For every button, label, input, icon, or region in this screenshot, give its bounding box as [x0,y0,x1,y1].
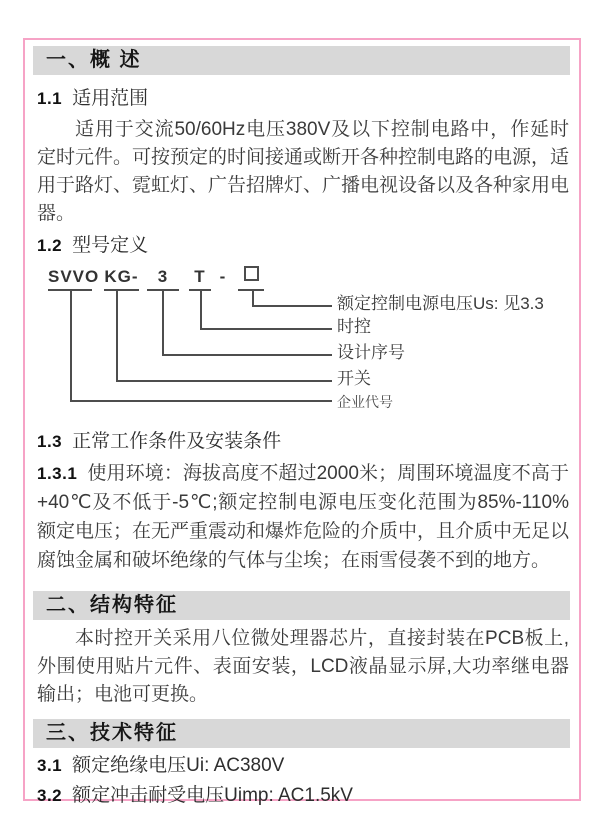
heading-1-3 [37,430,569,454]
spec-item-insulation-voltage [37,754,569,778]
technical-content [25,754,579,808]
model-part-design-number: 3 [147,266,179,291]
heading-1-2-number: 1.2 [37,236,63,255]
connector-line-company-code [70,291,332,402]
heading-1-1-title: 适用范围 [72,88,149,109]
section-header-overview: 一、概 述 [33,46,570,75]
heading-1-3-title: 正常工作条件及安装条件 [72,431,282,452]
model-part-separator-dash: - [219,267,227,286]
spec-3-2-number: 3.2 [37,786,63,805]
overview-content [25,87,579,575]
model-part-company-code: SVVO [48,266,92,291]
paragraph-applicable-scope: 适用于交流50/60Hz电压380V及以下控制电路中，作延时定时元件。可按预定的时间接通或断开各种控制电路的电源，适用于路灯、霓虹灯、广告招牌灯、广播电视设备以及各种家用电器。 [37,119,570,224]
section-header-structure: 二、结构特征 [33,591,570,620]
paragraph-1-3-1-text: 使用环境：海拔高度不超过2000米；周围环境温度不高于+40℃及不低于-5℃;额定控制电源电压变化范围为85%-110% 额定电压；在无严重震动和爆炸危险的介质中，且介质中无足以腐蚀金属和破坏绝缘的气体与尘埃；在雨雪侵袭不到的地方。 [37,463,570,571]
spec-3-1-number: 3.1 [37,756,63,775]
model-part-switch-code: KG- [104,266,139,291]
diagram-label-switch: 开关 [337,369,371,388]
spec-3-2-text: 额定冲击耐受电压Uimp: AC1.5kV [72,785,353,806]
structure-content [25,625,579,709]
model-placeholder-box [238,266,264,291]
model-definition-diagram [37,264,569,418]
heading-1-2-title: 型号定义 [72,235,149,256]
heading-1-1-number: 1.1 [37,89,63,108]
paragraph-1-3-1-number: 1.3.1 [37,464,78,483]
paragraph-operating-environment [37,459,569,575]
paragraph-structure: 本时控开关采用八位微处理器芯片，直接封装在PCB板上,外围使用贴片元件、表面安装，LCD液晶显示屏,大功率继电器输出；电池可更换。 [37,628,569,705]
spec-3-1-text: 额定绝缘电压Ui: AC380V [72,755,285,776]
spec-item-impulse-voltage [37,784,569,808]
diagram-label-rated-voltage: 额定控制电源电压Us: 见3.3 [337,294,544,313]
heading-1-2 [37,234,569,258]
heading-1-1 [37,87,569,111]
model-part-time-control: T [189,266,211,291]
section-header-technical: 三、技术特征 [33,719,570,748]
diagram-label-time-control: 时控 [337,317,371,336]
diagram-label-design-number: 设计序号 [337,343,405,362]
diagram-label-company-code: 企业代号 [337,394,393,410]
page-frame [23,38,581,806]
heading-1-3-number: 1.3 [37,432,63,451]
placeholder-square-icon [244,266,259,281]
